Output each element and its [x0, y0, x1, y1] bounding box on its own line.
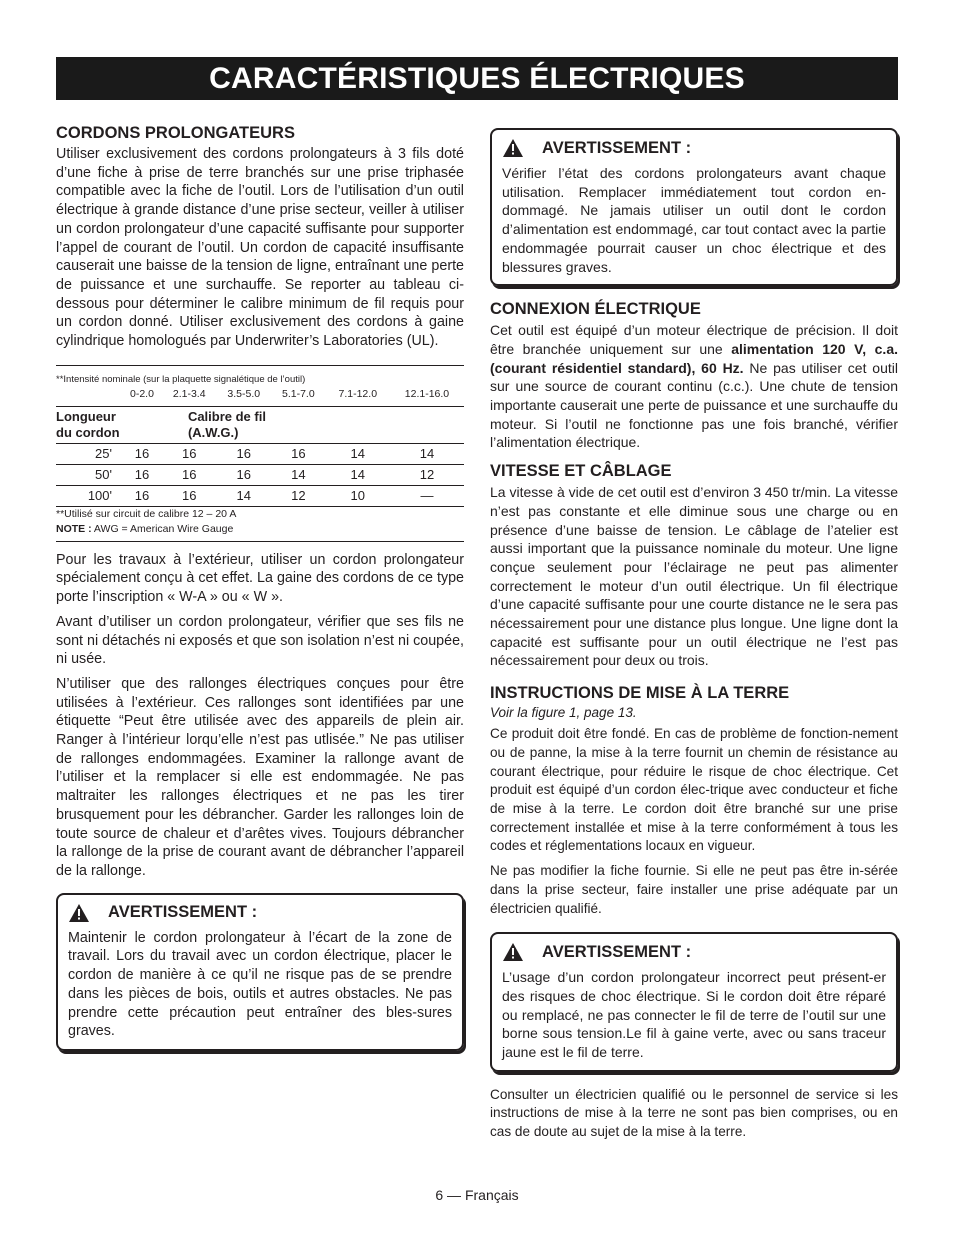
gauge-cell: 14: [271, 464, 326, 485]
connexion-text-b: Ne pas utiliser cet outil sur une source de courant continu (c.c.). Une chute de tension importante causerait une perte de puissance et une surchauffe du moteur. Si l’outil ne fonctionne pas une fois branché, vérifier l’alimentation électrique.: [490, 359, 898, 451]
connexion-text-bold: alimentation 120 V, c.a. (courant résidentiel standard), 60 Hz.: [490, 340, 898, 376]
page-title: CARACTÉRISTIQUES ÉLECTRIQUES: [209, 62, 745, 95]
figure-reference: Voir la figure 1, page 13.: [490, 705, 637, 721]
gauge-cell: 16: [122, 485, 162, 506]
warning-triangle-icon: [502, 942, 524, 962]
connexion-text-a: Cet outil est équipé d’un moteur électrique de précision. Il doit être branchée uniquement sur une: [490, 322, 898, 357]
gauge-cell: 16: [217, 464, 272, 485]
table-row: [56, 464, 464, 485]
connexion-heading: CONNEXION ÉLECTRIQUE: [490, 300, 701, 319]
outdoor-paragraph: Pour les travaux à l’extérieur, utiliser un cordon prolongateur spécialement conçu à cet effet. La gaine des cordons de ce type porte l’inscription « W-A » ou « W ».: [56, 551, 464, 606]
warning-label: AVERTISSEMENT :: [542, 942, 692, 961]
warning-label: AVERTISSEMENT :: [542, 138, 692, 157]
table-row: [56, 443, 464, 464]
rallonge-paragraph: N’utiliser que des rallonges électriques conçues pour être utilisées à l’extérieur. Ces rallonges sont identifiées par une étiquette “Peut être utilisée avec des appareils de plein air. Ranger à l’intérieur lorqu’elle n’est pas utlisée.” Ne pas utiliser de rallonges endommagées. Examiner la rallonge avant de l’utiliser et la remplacer si elle est endommagée. Ne pas maltraiter les rallonges électriques et ne pas les tirer brusquement pour les débrancher. Garder les rallonges loin de toute source de chaleur et d’arêtes vives. Toujours débrancher la rallonge de la prise de courant avant de débrancher l’appareil de la rallonge.: [56, 675, 464, 879]
title-bar: [56, 57, 898, 100]
gauge-cell: 14: [326, 443, 390, 464]
right-column: [490, 128, 898, 1148]
warning-header: [502, 138, 886, 158]
gauge-cell: 10: [326, 485, 390, 506]
warning-text: Vérifier l’état des cordons prolongateurs avant chaque utilisation. Remplacer immédiatement tout cordon en-dommagé. Ne jamais utiliser un outil dont le cordon d’alimentation est endommagé, car tout contact avec la partie endommagée pourrait causer un choc électrique et des blessures graves.: [502, 165, 886, 275]
terre-text-1: Ce produit doit être fondé. En cas de problème de fonction-nement ou de panne, la mise à la terre fournit un chemin de résistance au courant électrique, pour réduire le risque de choc électrique. Cet produit est équipé d’un cordon élec-trique avec conducteur et fiche de mise à la terre. Le cordon doit être branché sur une prise correctement installée et mise à la terre conformément à tous les codes et réglementations locaux en vigueur.: [490, 726, 898, 854]
amp-range: 12.1-16.0: [404, 387, 450, 400]
warning-label: AVERTISSEMENT :: [108, 903, 258, 922]
circuit-note: **Utilisé sur circuit de calibre 12 – 20 A: [56, 506, 464, 522]
warning-triangle-icon: [68, 903, 90, 923]
rating-note: **Intensité nominale (sur la plaquette signalétique de l’outil): [56, 373, 306, 385]
gauge-cell: 14: [390, 443, 464, 464]
table-row: [56, 485, 464, 506]
gauge-cell: 16: [217, 443, 272, 464]
cordons-heading: CORDONS PROLONGATEURS: [56, 124, 295, 142]
inspect-paragraph: Avant d’utiliser un cordon prolongateur, vérifier que ses fils ne sont ni détachés ni exposés et que son isolation n’est ni coupée, ni usée.: [56, 613, 464, 668]
gauge-cell: 12: [271, 485, 326, 506]
awg-note: [56, 522, 464, 542]
warning-text: Maintenir le cordon prolongateur à l’écart de la zone de travail. Lors du travail avec un cordon électrique, placer le cordon de manière à ce qu’il ne risque pas de se prendre dans les pièces de bois, outils et autres obstacles. Ne pas prendre cette précaution peut entraîner des bles-sures graves.: [68, 929, 452, 1040]
warning-header: [68, 903, 452, 923]
gauge-cell: —: [390, 485, 464, 506]
gauge-cell: 12: [390, 464, 464, 485]
gauge-cell: 16: [162, 464, 217, 485]
cord-length: 25': [56, 443, 122, 464]
connexion-text: [490, 321, 898, 452]
gauge-cell: 16: [162, 443, 217, 464]
note-label: NOTE :: [56, 522, 92, 535]
warning-header: [502, 942, 886, 962]
warning-box-right-top: [490, 128, 898, 286]
cord-length: 100': [56, 485, 122, 506]
warning-text: L’usage d’un cordon prolongateur incorrect peut présent-er des risques de choc électrique. Si le cordon doit être réparé ou remplacé, ne pas connecter le fil de terre de l’outil sur une borne sous tension.Le fil à gaine verte, avec ou sans traceur jaune est le fil de terre.: [502, 969, 886, 1061]
gauge-cell: 16: [271, 443, 326, 464]
amp-range: 3.5-5.0: [227, 387, 261, 400]
gauge-cell: 14: [217, 485, 272, 506]
warning-triangle-icon: [502, 138, 524, 158]
cordons-text: Utiliser exclusivement des cordons prolongateurs à 3 fils doté d’une fiche à prise de terre branchés sur une prise triphasée compatible avec la fiche de l’outil. Lors de l’utilisation d’un outil électrique à grande distance d’une prise secteur, veiller à utiliser un cordon prolongateur d’une capacité suffisante pour supporter l’appel de courant de l’outil. Un cordon de capacité insuffisante causerait une baisse de la tension de ligne, entraînant une perte de puissance et une surchauffe. Se reporter au tableau ci-dessous pour déterminer le calibre minimum de fil requis pour un cordon donné. Utiliser exclusivement des cordons à gaine cylindrique homologués par Underwriter’s Laboratories (UL).: [56, 146, 464, 350]
terre-text-2: Ne pas modifier la fiche fournie. Si elle ne peut pas être in-sérée dans la prise secteur, faire installer une prise adéquate par un électricien qualifié.: [490, 863, 898, 916]
gauge-cell: 14: [326, 464, 390, 485]
final-text: Consulter un électricien qualifié ou le personnel de service si les instructions de mise à la terre ne sont pas bien comprises, ou en cas de doute au sujet de la mise à la terre.: [490, 1086, 898, 1140]
amp-range: 7.1-12.0: [338, 387, 378, 400]
vitesse-heading: VITESSE ET CÂBLAGE: [490, 462, 672, 481]
warning-box-left: [56, 893, 464, 1051]
page-footer: 6 — Français: [435, 1187, 519, 1203]
warning-box-right-bottom: [490, 932, 898, 1072]
header-row: [56, 406, 464, 443]
gauge-cell: 16: [162, 485, 217, 506]
note-text: AWG = American Wire Gauge: [91, 522, 234, 535]
header-gauge: Calibre de fil (A.W.G.): [162, 406, 464, 443]
amp-range: 2.1-3.4: [172, 387, 206, 400]
cord-length: 50': [56, 464, 122, 485]
cord-table: [56, 365, 464, 542]
header-length: Longueur du cordon: [56, 406, 162, 443]
amp-range: 0-2.0: [130, 387, 154, 400]
gauge-cell: 16: [122, 464, 162, 485]
left-column: [56, 124, 464, 1051]
terre-heading: INSTRUCTIONS DE MISE À LA TERRE: [490, 684, 790, 703]
amp-range: 5.1-7.0: [281, 387, 315, 400]
gauge-cell: 16: [122, 443, 162, 464]
amp-range-row: [56, 388, 464, 407]
vitesse-text: La vitesse à vide de cet outil est d’environ 3 450 tr/min. La vitesse n’est pas constante et elle diminue sous une charge ou en présence d’une baisse de tension. Le câblage de l’atelier est aussi important que la puissance nominale du moteur. Une ligne conçue seulement pour l’éclairage ne peut pas alimenter correctement le moteur d’un outil électrique. Un fil électrique d’une capacité suffisante pour une courte distance ne le sera pas nécessairement pour une distance plus longue. Une ligne dont la capacité est suffisante pour un outil électrique ne l’est pas nécessairement pour deux ou trois.: [490, 484, 898, 669]
